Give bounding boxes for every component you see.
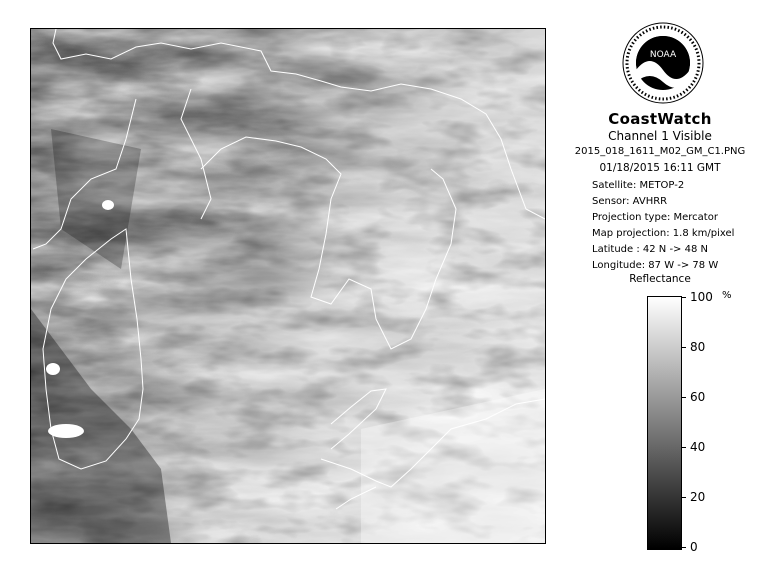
file-name: 2015_018_1611_M02_GM_C1.PNG [574,146,746,157]
colorbar-tick [681,347,686,348]
satellite-image-svg [31,29,545,543]
logo-text: NOAA [649,50,677,60]
colorbar-title: Reflectance [629,273,691,285]
metadata-latitude: Latitude : 42 N -> 48 N [592,244,708,255]
colorbar-tick-label: 0 [690,540,698,554]
colorbar-tick-label: 80 [690,340,706,354]
colorbar-tick-label: 20 [690,490,706,504]
colorbar-tick [681,547,686,548]
noaa-logo-svg [622,22,704,104]
colorbar-unit: % [722,290,732,301]
metadata-projection-type: Projection type: Mercator [592,212,718,223]
colorbar-tick [681,397,686,398]
colorbar-tick-label: 40 [690,440,706,454]
colorbar-tick [681,297,686,298]
panel-title: CoastWatch [608,110,712,128]
colorbar-tick [681,447,686,448]
metadata-satellite: Satellite: METOP-2 [592,180,685,191]
satellite-image [30,28,546,544]
metadata-longitude: Longitude: 87 W -> 78 W [592,260,719,271]
noaa-logo-icon [622,22,704,104]
metadata-map-projection: Map projection: 1.8 km/pixel [592,228,735,239]
reflectance-colorbar [647,296,682,550]
colorbar-tick [681,497,686,498]
metadata-sensor: Sensor: AVHRR [592,196,668,207]
colorbar-tick-label: 60 [690,390,706,404]
channel-subtitle: Channel 1 Visible [608,129,712,143]
acquisition-datetime: 01/18/2015 16:11 GMT [599,162,721,174]
colorbar-tick-label: 100 [690,290,713,304]
